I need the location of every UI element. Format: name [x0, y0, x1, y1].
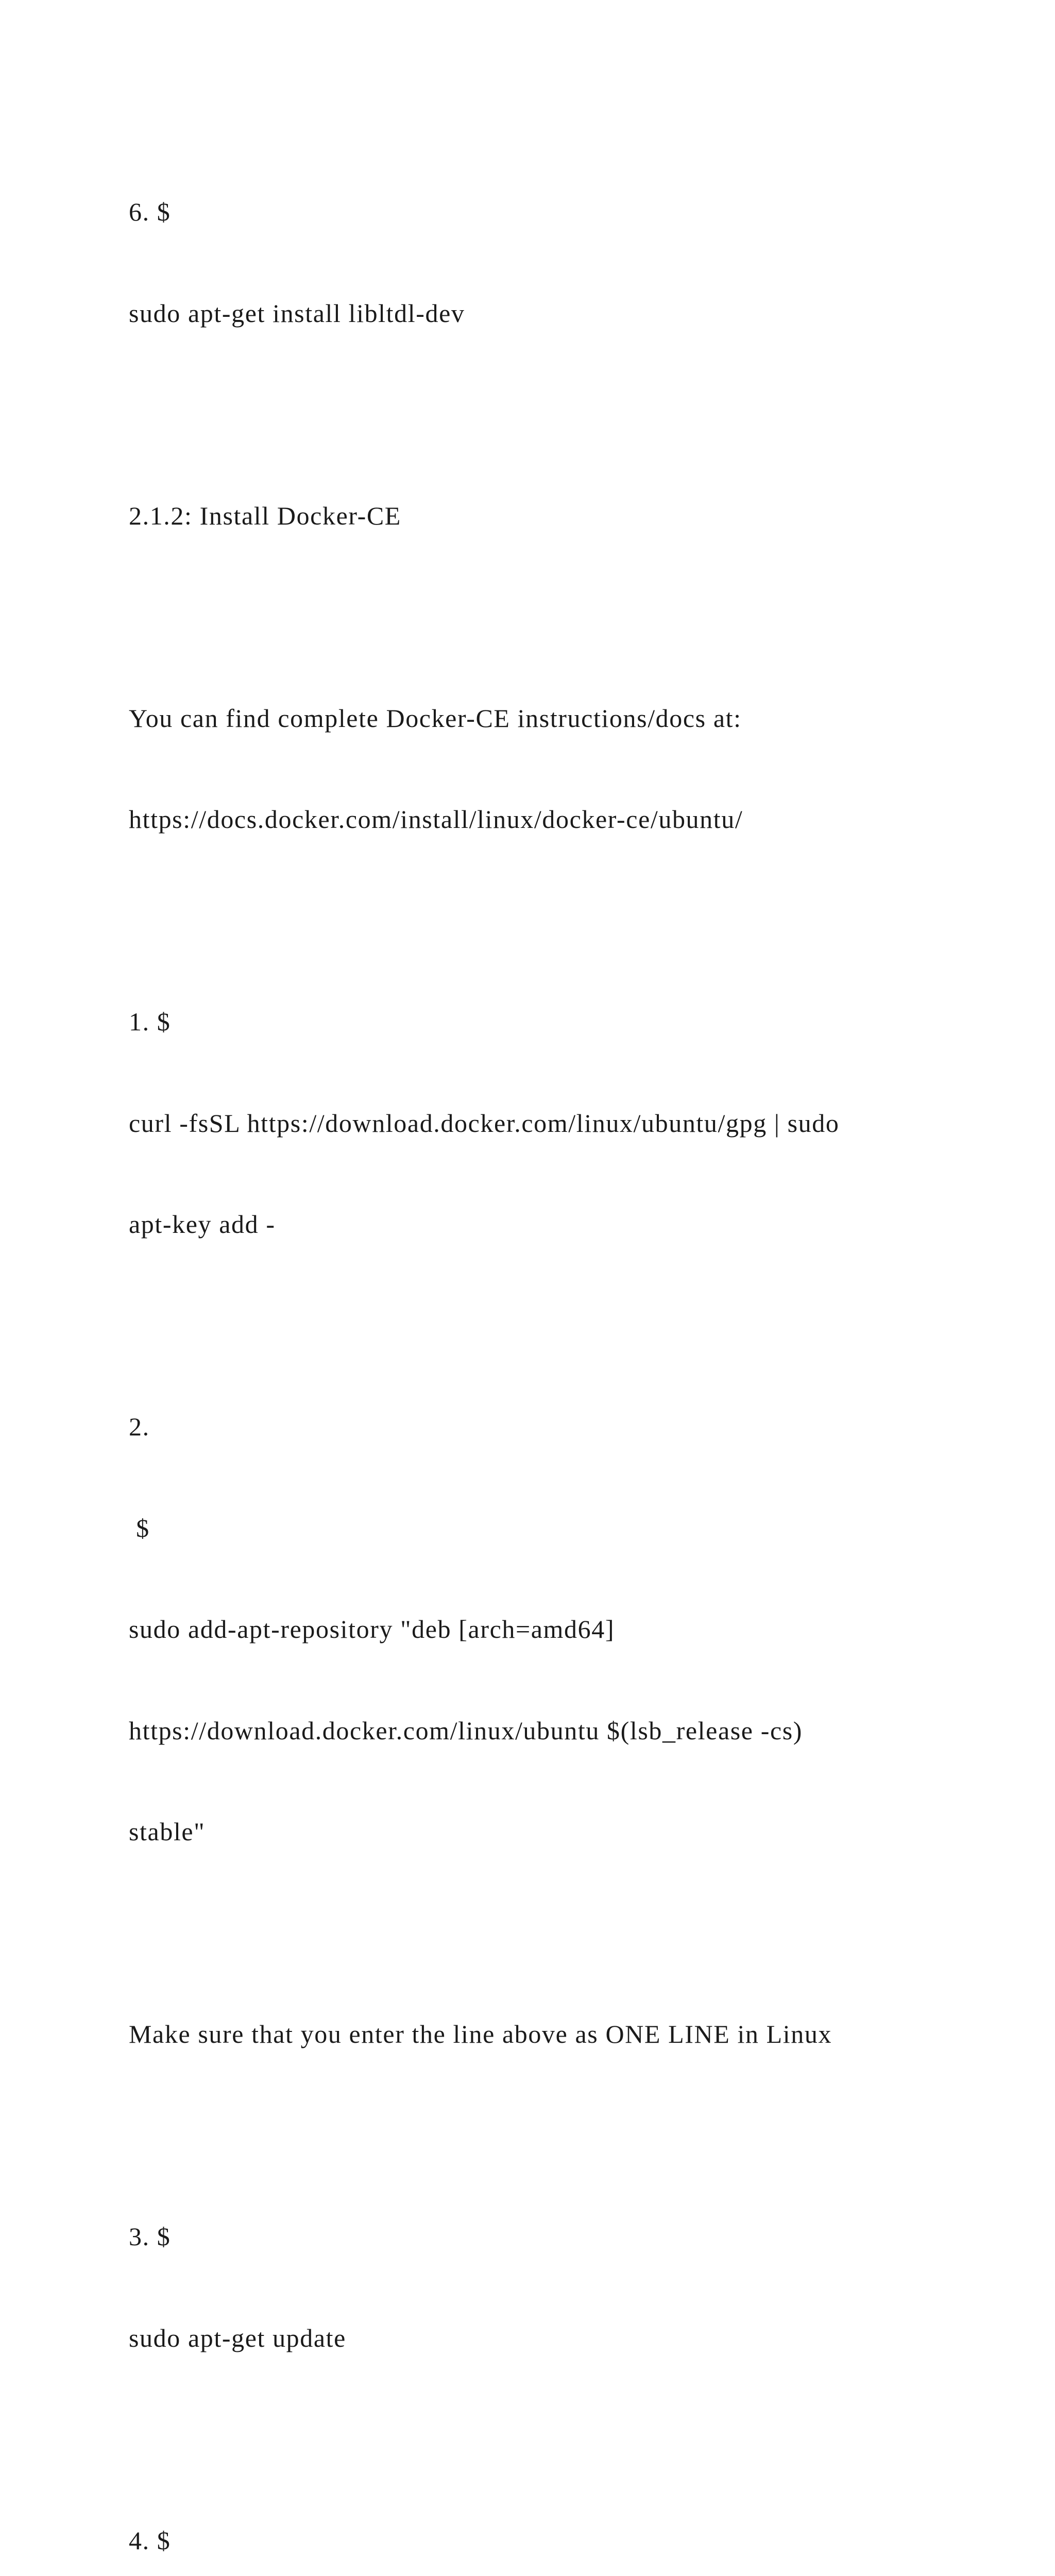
blank-line: [129, 398, 1005, 432]
command-curl-gpg-continued: apt-key add -: [129, 1210, 276, 1239]
step-2-prompt: $: [129, 1513, 150, 1543]
blank-line: [129, 1917, 1005, 1951]
command-apt-update: sudo apt-get update: [129, 2323, 346, 2352]
command-add-repository-end: stable": [129, 1817, 206, 1846]
command-install-libltdl: sudo apt-get install libltdl-dev: [129, 298, 465, 328]
blank-line: [129, 2119, 1005, 2153]
command-add-repository-continued: https://download.docker.com/linux/ubuntu $(lsb_release -cs): [129, 1716, 803, 1745]
section-heading-docker-ce: 2.1.2: Install Docker-CE: [129, 501, 401, 530]
step-3-label: 3. $: [129, 2222, 171, 2251]
one-line-note: Make sure that you enter the line above as ONE LINE in Linux: [129, 2020, 832, 2048]
step-1-label: 1. $: [129, 1007, 171, 1036]
blank-line: [129, 904, 1005, 938]
command-add-repository: sudo add-apt-repository "deb [arch=amd64]: [129, 1615, 615, 1643]
step-6-label: 6. $: [129, 197, 171, 226]
command-curl-gpg: curl -fsSL https://download.docker.com/linux/ubuntu/gpg | sudo: [129, 1108, 840, 1138]
docs-intro-text: You can find complete Docker-CE instructions/docs at:: [129, 703, 742, 733]
blank-line: [129, 600, 1005, 634]
blank-line: [129, 2422, 1005, 2456]
docs-url: https://docs.docker.com/install/linux/docker-ce/ubuntu/: [129, 805, 743, 834]
blank-line: [129, 1309, 1005, 1343]
document-body: [129, 128, 1005, 2576]
step-2-label: 2.: [129, 1412, 150, 1441]
step-4-label: 4. $: [129, 2526, 171, 2555]
